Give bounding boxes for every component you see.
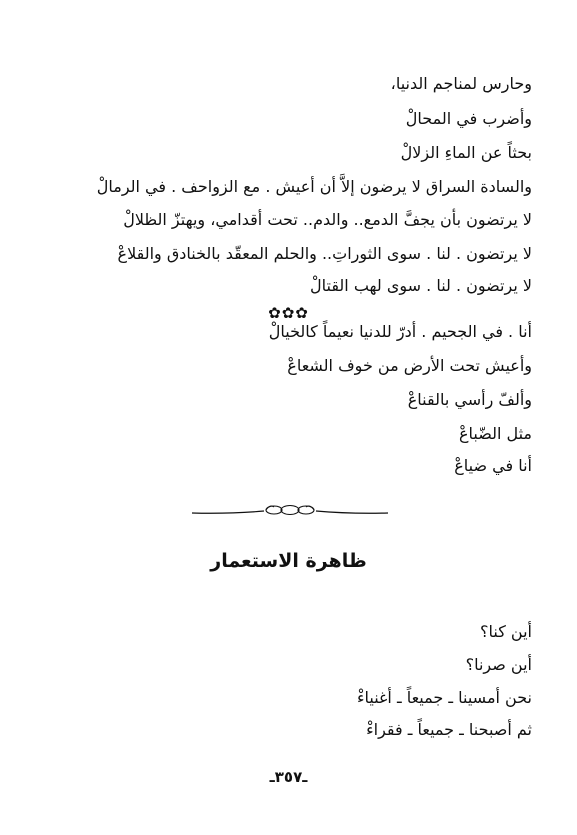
poem-line: ثم أصبحنا ـ جميعاً ـ فقراءْ (366, 720, 532, 739)
poem-line: أين صرنا؟ (465, 655, 532, 674)
decorative-divider (190, 501, 390, 521)
poem-line: لا يرتضون . لنا . سوى الثوراتِ.. والحلم المعقّد بالخنادق والقلاعْ (117, 244, 532, 263)
poem-line: أنا . في الجحيم . أدرّ للدنيا نعيماً كالخيالْ (268, 322, 532, 341)
poem-line: بحثاً عن الماءِ الزلالْ (400, 143, 532, 162)
poem-line: أنا في ضياعْ (454, 456, 532, 475)
page-number: ـ٣٥٧ـ (269, 768, 308, 786)
poem-line: وألفّ رأسي بالقناعْ (407, 390, 532, 409)
section-title: ظاهرة الاستعمار (210, 550, 367, 572)
stanza-separator-ornament: ✿✿✿ (268, 304, 309, 322)
poem-line: والسادة السراق لا يرضون إلاَّ أن أعيش . مع الزواحف . في الرمالْ (96, 177, 532, 196)
poem-line: وأعيش تحت الأرض من خوف الشعاعْ (287, 356, 532, 375)
poem-line: لا يرتضون بأن يجفَّ الدمع.. والدم.. تحت أقدامي، ويهتزّ الظلالْ (123, 210, 532, 229)
poem-line: مثل الضّباعْ (458, 424, 532, 443)
poem-line: نحن أمسينا ـ جميعاً ـ أغنياءْ (356, 688, 532, 707)
poem-line: وحارس لمناجم الدنيا، (390, 74, 532, 93)
poem-line: لا يرتضون . لنا . سوى لهب القتالْ (310, 276, 532, 295)
poem-line: أين كنا؟ (480, 622, 532, 641)
poem-line: وأضرب في المحالْ (405, 109, 532, 128)
